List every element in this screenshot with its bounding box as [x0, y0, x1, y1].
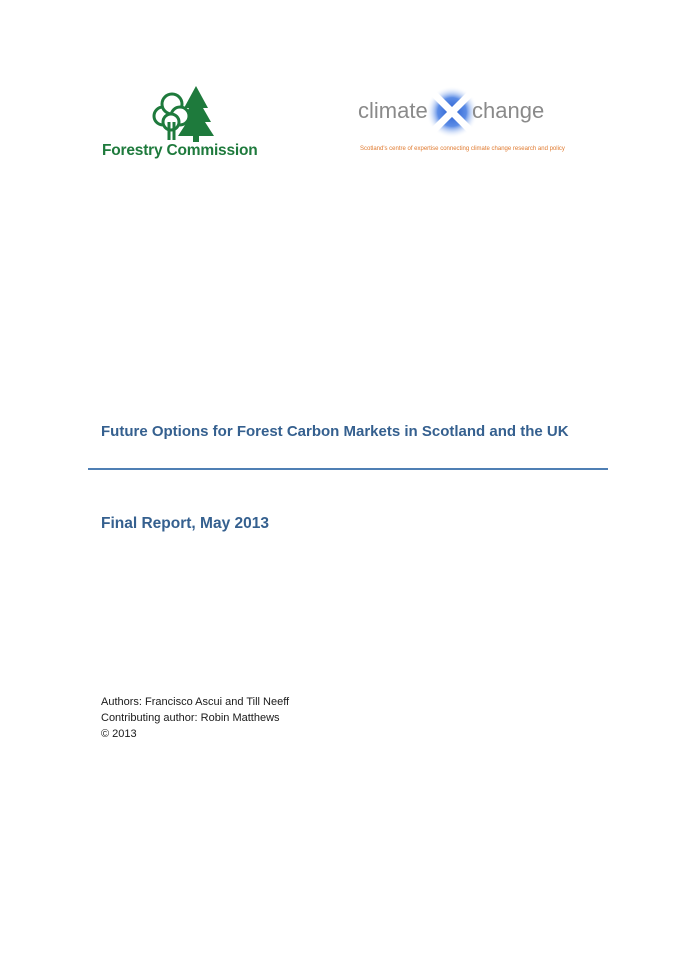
change-wordmark: change: [472, 98, 545, 123]
authors-block: [101, 694, 289, 742]
climate-wordmark: climate: [358, 98, 428, 123]
climatexchange-logo: [356, 86, 565, 158]
report-subtitle: Final Report, May 2013: [101, 515, 269, 532]
saltire-x-icon: [426, 86, 478, 138]
tree-icon: [150, 86, 214, 142]
report-title: Future Options for Forest Carbon Markets in Scotland and the UK: [101, 423, 569, 440]
forestry-commission-wordmark: Forestry Commission: [102, 142, 258, 159]
forestry-commission-logo: [100, 86, 265, 164]
copyright-line: © 2013: [101, 728, 137, 740]
contributing-author-line: Contributing author: Robin Matthews: [101, 712, 280, 724]
title-divider: [88, 468, 608, 470]
climatexchange-tagline: Scotland's centre of expertise connecting climate change research and policy: [360, 146, 565, 152]
authors-line: Authors: Francisco Ascui and Till Neeff: [101, 696, 290, 708]
